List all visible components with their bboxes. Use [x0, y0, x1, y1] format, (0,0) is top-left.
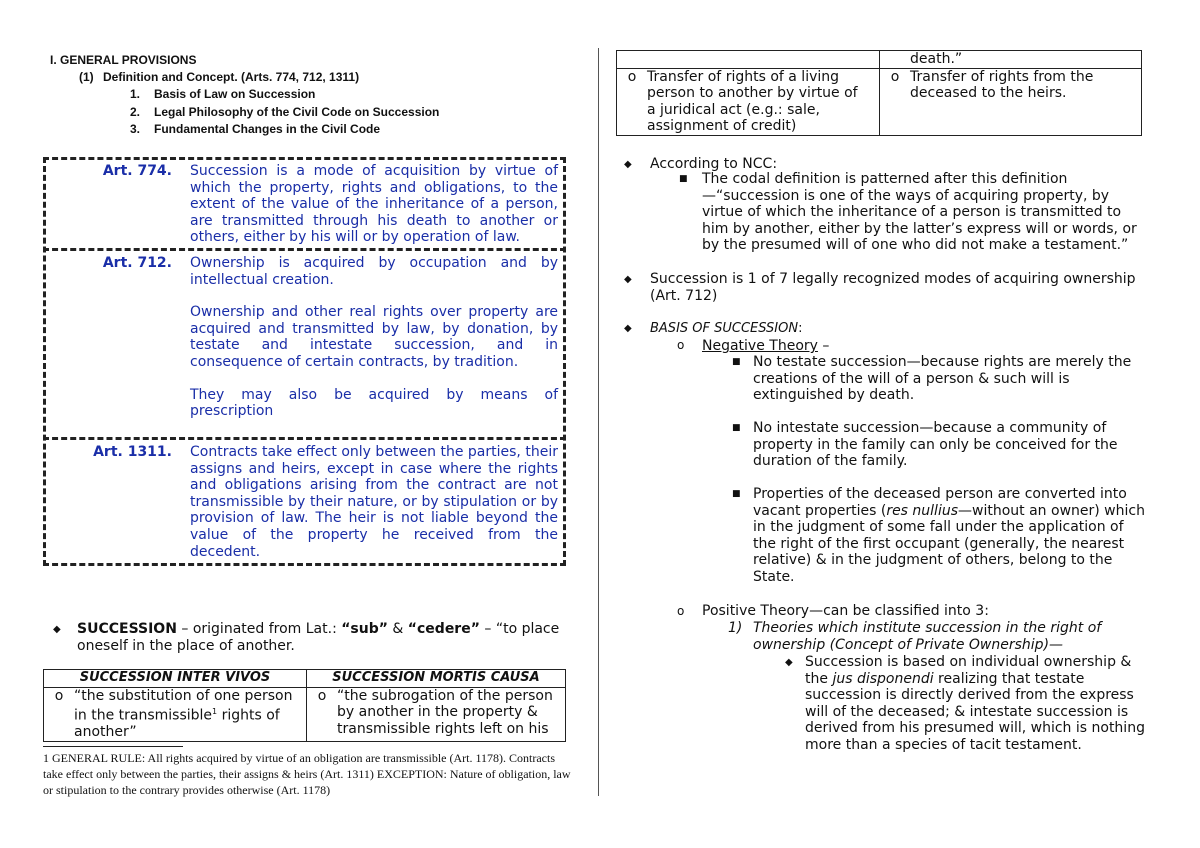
basis-title: BASIS OF SUCCESSION:	[650, 321, 803, 336]
table-header: SUCCESSION INTER VIVOS	[44, 670, 307, 688]
diamond-bullet-icon: ◆	[624, 159, 632, 170]
table-cell: Transfer of rights from the deceased to the heirs.	[910, 68, 1094, 102]
diamond-bullet-icon: ◆	[624, 323, 632, 334]
subsection-title: Definition and Concept. (Arts. 774, 712, 1311)	[103, 70, 360, 84]
square-bullet-icon: ■	[732, 489, 741, 499]
outline-item: Legal Philosophy of the Civil Code on Succession	[154, 105, 440, 119]
outline-item-number: 3.	[130, 122, 141, 136]
article-divider	[43, 437, 566, 440]
ncc-definition: The codal definition is patterned after this definition —“succession is one of the ways of acquiring property, by virtue of which the inheritance of a person is transmitted to him by another, either by the latter’s express will or words, or by the presumed will of one who did not make a testament.”	[702, 171, 1137, 254]
footnote: 1 GENERAL RULE: All rights acquired by virtue of an obligation are transmissible (Art. 1178). Contracts take effect only between the parties, their assigns & heirs (Art. 1311) EXCEPTION: Nature of obligation, law or stipulation to the contrary provides otherwise (Art. 1178)	[43, 751, 571, 797]
article-paragraph: Ownership is acquired by occupation and by intellectual creation.	[190, 255, 558, 288]
negative-theory: Negative Theory –	[702, 338, 830, 354]
article-paragraph: Ownership and other real rights over property are acquired and transmitted by law, by donation, by testate and intestate succession, and in consequence of certain contracts, by tradition.	[190, 304, 558, 370]
theory-title: Theories which institute succession in the right of ownership (Concept of Private Ownership)—	[753, 620, 1102, 653]
circle-bullet-icon: o	[677, 338, 685, 352]
circle-bullet-icon: o	[677, 604, 685, 618]
negative-point: No intestate succession—because a community of property in the family can only be conceived for the duration of the family.	[753, 420, 1118, 470]
circle-bullet-icon: o	[54, 687, 64, 704]
subsection-number: (1)	[79, 70, 94, 84]
succession-definition: SUCCESSION – originated from Lat.: “sub” & “cedere” – “to place oneself in the place of another.	[77, 621, 560, 654]
column-divider	[598, 48, 599, 796]
table-header: SUCCESSION MORTIS CAUSA	[307, 670, 566, 688]
succession-comparison-table-continued	[616, 50, 1142, 136]
succession-term: SUCCESSION	[77, 621, 177, 637]
outline-item-number: 2.	[130, 105, 141, 119]
ncc-title: According to NCC:	[650, 156, 778, 172]
square-bullet-icon: ■	[732, 357, 741, 367]
table-cell: Transfer of rights of a living person to another by virtue of a juridical act (e.g.: sale, assignment of credit)	[647, 68, 858, 135]
circle-bullet-icon: o	[890, 68, 900, 85]
article-paragraph: They may also be acquired by means of prescription	[190, 386, 558, 420]
section-heading: I. GENERAL PROVISIONS	[50, 53, 197, 67]
article-text	[190, 163, 558, 262]
circle-bullet-icon: o	[317, 687, 327, 704]
table-row	[617, 51, 1142, 69]
table-cell: “the subrogation of the person by another in the property & transmissible rights left on his	[337, 687, 553, 737]
square-bullet-icon: ■	[679, 174, 688, 184]
article-paragraph: Succession is a mode of acquisition by virtue of which the property, rights and obligations, to the extent of the value of the inheritance of a person, are transmitted through his death to another or others, either by his will or by operation of law.	[190, 163, 558, 246]
article-number: Art. 712.	[102, 255, 172, 271]
diamond-bullet-icon: ◆	[785, 657, 793, 668]
theory-explanation: Succession is based on individual ownership & the jus disponendi realizing that testate succession is directly derived from the express will of the deceased; & intestate succession is derived from his presumed will, which is nothing more than a species of tacit testament.	[805, 654, 1145, 753]
modes-text: Succession is 1 of 7 legally recognized modes of acquiring ownership (Art. 712)	[650, 271, 1136, 304]
table-cell: death.”	[910, 51, 963, 67]
article-number: Art. 774.	[102, 163, 172, 179]
circle-bullet-icon: o	[627, 68, 637, 85]
article-number: Art. 1311.	[93, 444, 172, 460]
table-row	[617, 68, 1142, 135]
negative-point: Properties of the deceased person are converted into vacant properties (res nullius—without an owner) which in the judgment of some fall under the application of the right of the first occupant (generally, the nearest relative) & in the judgment of others, belong to the State.	[753, 486, 1145, 585]
table-row: o “the substitution of one person in the transmissible$^1$ rights of another” o “the subrogation of the person by another in the property & transmissible rights left on his	[44, 687, 566, 741]
positive-theory: Positive Theory—can be classified into 3:	[702, 603, 989, 619]
outline-item: Basis of Law on Succession	[154, 87, 316, 101]
diamond-bullet-icon: ◆	[53, 624, 61, 635]
outline-item: Fundamental Changes in the Civil Code	[154, 122, 381, 136]
outline-item-number: 1.	[130, 87, 141, 101]
succession-comparison-table	[43, 669, 566, 742]
footnote-rule	[43, 746, 183, 747]
article-text	[190, 255, 558, 436]
article-text	[190, 444, 558, 576]
article-paragraph: Contracts take effect only between the parties, their assigns and heirs, except in case where the rights and obligations arising from the contract are not transmissible by their nature, or by stipulation or by provision of law. The heir is not liable beyond the value of the property he received from the decedent.	[190, 444, 558, 560]
theory-number: 1)	[728, 620, 743, 636]
negative-point: No testate succession—because rights are merely the creations of the will of a person & such will is extinguished by death.	[753, 354, 1132, 404]
diamond-bullet-icon: ◆	[624, 274, 632, 285]
square-bullet-icon: ■	[732, 423, 741, 433]
